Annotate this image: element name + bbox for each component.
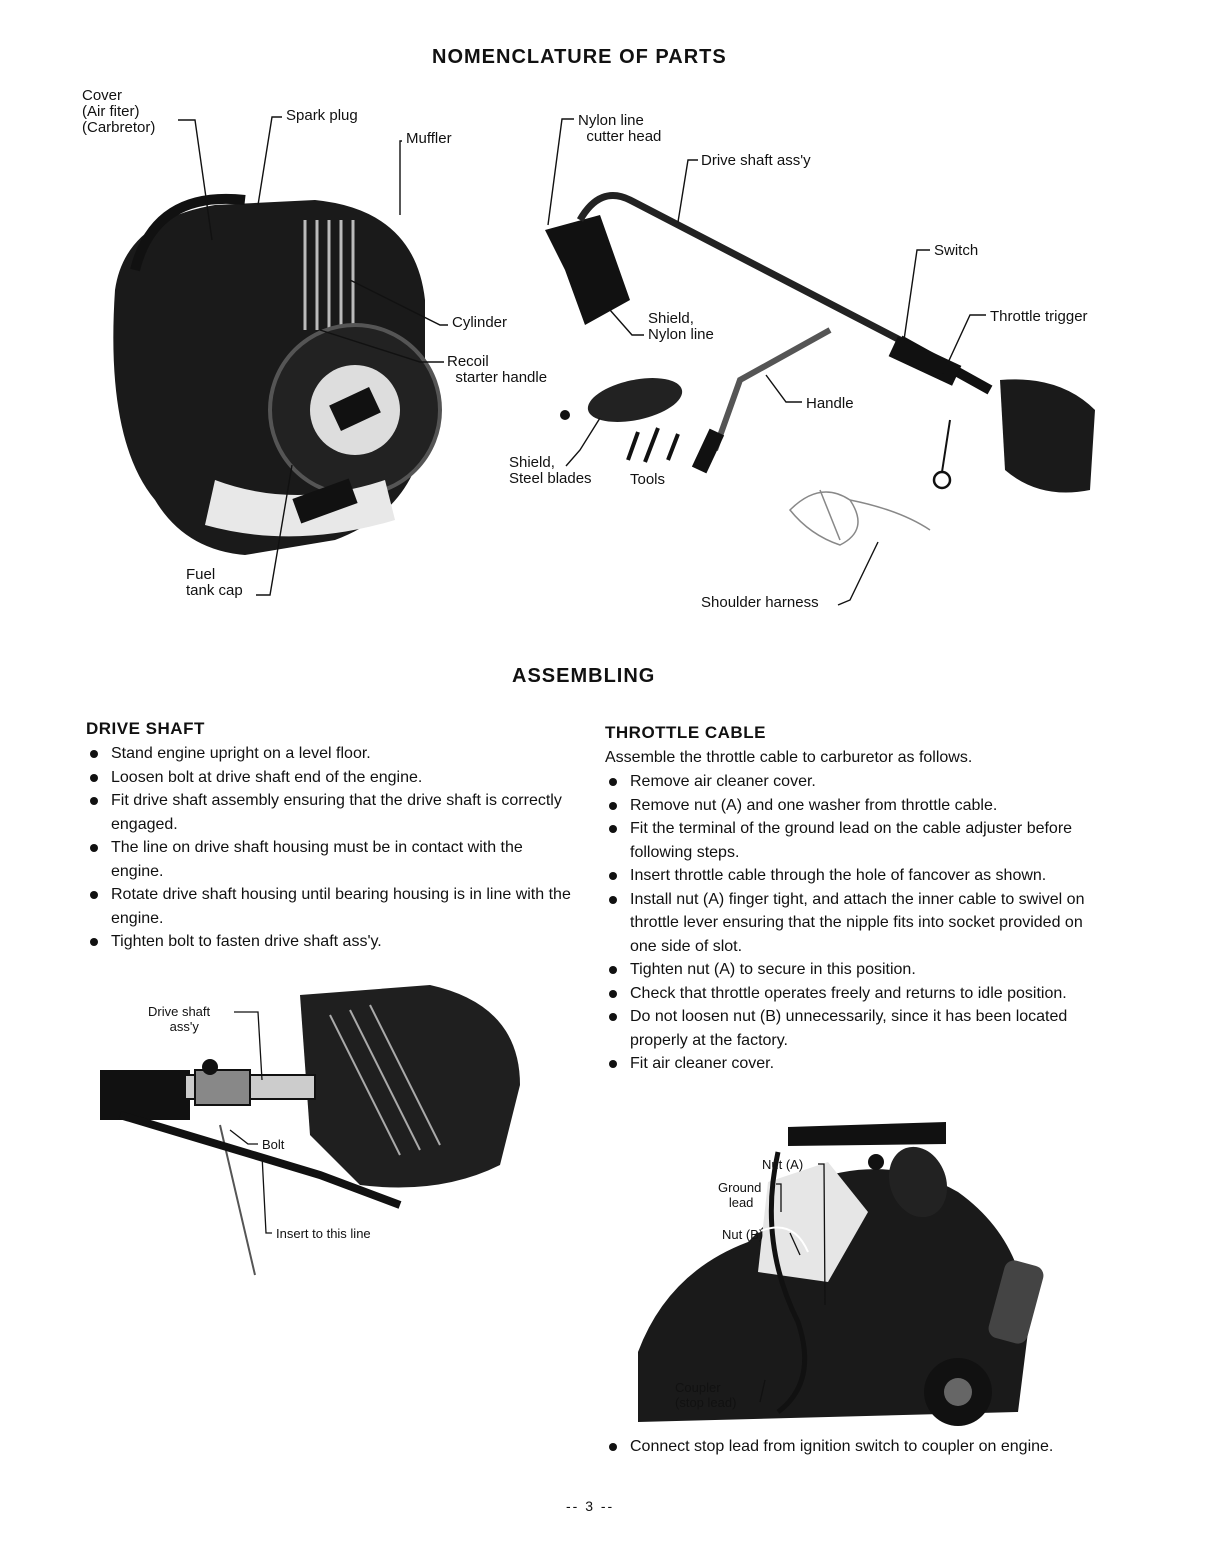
label-nylon-line-cutter-head: Nylon line cutter head <box>578 112 662 145</box>
throttle-leader-lines <box>600 1140 900 1440</box>
label-drive-shaft-assy-fig: Drive shaft ass'y <box>148 1004 211 1034</box>
label-spark-plug: Spark plug <box>286 107 358 124</box>
drive-shaft-step: The line on drive shaft housing must be in contact with the engine. <box>86 836 576 883</box>
section-title: ASSEMBLING <box>512 665 656 687</box>
page-title: NOMENCLATURE OF PARTS <box>432 46 727 68</box>
throttle-cable-heading: THROTTLE CABLE <box>605 723 766 742</box>
throttle-cable-step: Tighten nut (A) to secure in this position. <box>605 958 1093 982</box>
page-number: -- 3 -- <box>566 1498 615 1514</box>
throttle-cable-final-step <box>605 1435 1093 1459</box>
drive-shaft-step: Loosen bolt at drive shaft end of the engine. <box>86 766 576 790</box>
drive-shaft-leader-lines <box>0 950 600 1290</box>
label-throttle-trigger: Throttle trigger <box>990 308 1088 325</box>
throttle-cable-step: Do not loosen nut (B) unnecessarily, since it has been located properly at the factory. <box>605 1005 1093 1052</box>
throttle-cable-step: Insert throttle cable through the hole of fancover as shown. <box>605 864 1093 888</box>
label-coupler: Coupler (stop lead) <box>675 1380 737 1410</box>
drive-shaft-steps <box>86 742 576 954</box>
throttle-cable-intro: Assemble the throttle cable to carburetor as follows. <box>605 749 973 766</box>
label-ground-lead: Ground lead <box>718 1180 762 1210</box>
drive-shaft-step: Tighten bolt to fasten drive shaft ass'y. <box>86 930 576 954</box>
label-shoulder-harness: Shoulder harness <box>701 594 819 611</box>
trimmer-leader-lines <box>0 0 1225 700</box>
drive-shaft-step: Fit drive shaft assembly ensuring that the drive shaft is correctly engaged. <box>86 789 576 836</box>
label-drive-shaft-assy: Drive shaft ass'y <box>701 152 811 169</box>
label-nut-b: Nut (B) <box>722 1227 764 1242</box>
label-tools: Tools <box>630 471 666 488</box>
throttle-cable-step: Fit air cleaner cover. <box>605 1052 1093 1076</box>
label-handle: Handle <box>806 395 854 412</box>
label-muffler: Muffler <box>406 130 452 147</box>
label-switch: Switch <box>934 242 979 259</box>
label-bolt: Bolt <box>262 1137 285 1152</box>
drive-shaft-heading: DRIVE SHAFT <box>86 719 205 738</box>
throttle-cable-step: Check that throttle operates freely and returns to idle position. <box>605 982 1093 1006</box>
throttle-cable-step: Install nut (A) finger tight, and attach the inner cable to swivel on throttle lever ensuring that the nipple fits into socket provided on one side of slot. <box>605 888 1093 959</box>
throttle-cable-step: Remove air cleaner cover. <box>605 770 1093 794</box>
throttle-cable-step: Fit the terminal of the ground lead on the cable adjuster before following steps. <box>605 817 1093 864</box>
label-nut-a: Nut (A) <box>762 1157 804 1172</box>
label-recoil-starter-handle: Recoil starter handle <box>447 353 548 386</box>
drive-shaft-step: Stand engine upright on a level floor. <box>86 742 576 766</box>
throttle-cable-step: Remove nut (A) and one washer from throttle cable. <box>605 794 1093 818</box>
label-shield-nylon-line: Shield, Nylon line <box>648 310 714 343</box>
label-cylinder: Cylinder <box>452 314 508 331</box>
label-shield-steel-blades: Shield, Steel blades <box>509 454 592 487</box>
label-insert-to-this-line: Insert to this line <box>276 1226 371 1241</box>
throttle-cable-step: Connect stop lead from ignition switch to coupler on engine. <box>605 1435 1093 1459</box>
label-fuel-tank-cap: Fuel tank cap <box>186 566 243 599</box>
throttle-cable-steps <box>605 770 1093 1076</box>
drive-shaft-step: Rotate drive shaft housing until bearing housing is in line with the engine. <box>86 883 576 930</box>
label-cover: Cover (Air fiter) (Carbretor) <box>82 87 156 136</box>
